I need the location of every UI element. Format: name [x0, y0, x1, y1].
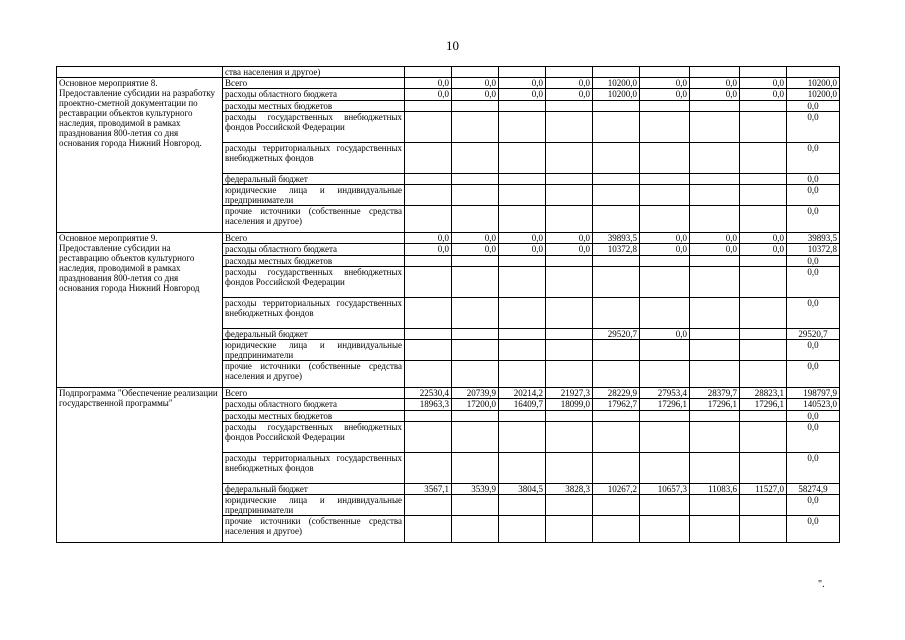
- value-cell: [690, 67, 740, 78]
- value-cell: [546, 256, 593, 267]
- value-cell: 0,0: [690, 244, 740, 256]
- value-cell: 0,0: [640, 78, 690, 89]
- value-cell: [405, 411, 452, 422]
- value-cell: [740, 422, 787, 453]
- value-cell: [740, 174, 787, 185]
- total-cell: 0,0: [787, 256, 840, 267]
- value-cell: [640, 112, 690, 143]
- value-cell: [740, 298, 787, 329]
- value-cell: [499, 112, 546, 143]
- total-cell: 0,0: [787, 267, 840, 298]
- value-cell: 28379,7: [690, 388, 740, 399]
- value-cell: 20739,9: [452, 388, 499, 399]
- value-cell: 3539,9: [452, 484, 499, 495]
- total-cell: 0,0: [787, 495, 840, 516]
- value-cell: 0,0: [499, 244, 546, 256]
- total-cell: 0,0: [787, 298, 840, 329]
- value-cell: [593, 143, 640, 174]
- total-cell: 39893,5: [787, 233, 840, 244]
- source-label: федеральный бюджет: [223, 329, 405, 340]
- value-cell: 10372,8: [593, 244, 640, 256]
- source-label: расходы областного бюджета: [223, 89, 405, 101]
- value-cell: [546, 340, 593, 361]
- value-cell: [546, 143, 593, 174]
- value-cell: [452, 206, 499, 233]
- value-cell: [546, 411, 593, 422]
- value-cell: [640, 256, 690, 267]
- value-cell: [690, 267, 740, 298]
- value-cell: [405, 206, 452, 233]
- value-cell: 18099,0: [546, 399, 593, 411]
- value-cell: 0,0: [499, 89, 546, 101]
- value-cell: 0,0: [546, 233, 593, 244]
- value-cell: [499, 101, 546, 112]
- value-cell: [452, 361, 499, 388]
- total-cell: 0,0: [787, 516, 840, 543]
- value-cell: 17200,0: [452, 399, 499, 411]
- value-cell: 0,0: [740, 233, 787, 244]
- value-cell: [690, 411, 740, 422]
- value-cell: [640, 453, 690, 484]
- total-cell: 0,0: [787, 143, 840, 174]
- value-cell: [546, 422, 593, 453]
- value-cell: [405, 453, 452, 484]
- value-cell: 17296,1: [640, 399, 690, 411]
- source-label: Всего: [223, 233, 405, 244]
- value-cell: 0,0: [499, 233, 546, 244]
- value-cell: [593, 256, 640, 267]
- value-cell: [640, 143, 690, 174]
- value-cell: 0,0: [499, 78, 546, 89]
- value-cell: [499, 256, 546, 267]
- value-cell: [593, 411, 640, 422]
- source-label: ства населения и другое): [223, 67, 405, 78]
- page-number: 10: [446, 38, 459, 53]
- value-cell: [593, 453, 640, 484]
- value-cell: 17296,1: [690, 399, 740, 411]
- value-cell: [499, 422, 546, 453]
- value-cell: [405, 495, 452, 516]
- value-cell: [405, 361, 452, 388]
- program-cell: [57, 67, 223, 78]
- value-cell: [499, 185, 546, 206]
- value-cell: [593, 112, 640, 143]
- value-cell: 18963,3: [405, 399, 452, 411]
- value-cell: [546, 298, 593, 329]
- value-cell: [452, 67, 499, 78]
- value-cell: [640, 67, 690, 78]
- value-cell: [405, 267, 452, 298]
- total-cell: 0,0: [787, 174, 840, 185]
- value-cell: [405, 174, 452, 185]
- value-cell: [452, 453, 499, 484]
- value-cell: [499, 340, 546, 361]
- value-cell: [740, 67, 787, 78]
- value-cell: [640, 267, 690, 298]
- value-cell: [640, 340, 690, 361]
- value-cell: 39893,5: [593, 233, 640, 244]
- value-cell: [593, 67, 640, 78]
- source-label: прочие источники (собственные средства населения и другое): [223, 206, 405, 233]
- total-cell: 10200,0: [787, 78, 840, 89]
- value-cell: [499, 329, 546, 340]
- value-cell: 0,0: [690, 78, 740, 89]
- value-cell: [546, 206, 593, 233]
- value-cell: 0,0: [546, 89, 593, 101]
- value-cell: [452, 256, 499, 267]
- value-cell: [452, 174, 499, 185]
- value-cell: [740, 185, 787, 206]
- value-cell: 21927,3: [546, 388, 593, 399]
- value-cell: 10657,3: [640, 484, 690, 495]
- table-row: [57, 388, 840, 399]
- value-cell: [546, 516, 593, 543]
- value-cell: [690, 361, 740, 388]
- source-label: расходы территориальных государственных внебюджетных фондов: [223, 298, 405, 329]
- value-cell: 0,0: [640, 233, 690, 244]
- value-cell: 16409,7: [499, 399, 546, 411]
- value-cell: [452, 422, 499, 453]
- value-cell: [452, 329, 499, 340]
- value-cell: 0,0: [452, 89, 499, 101]
- value-cell: [740, 206, 787, 233]
- value-cell: 0,0: [640, 244, 690, 256]
- value-cell: [690, 143, 740, 174]
- value-cell: [546, 267, 593, 298]
- value-cell: [452, 340, 499, 361]
- value-cell: [740, 411, 787, 422]
- total-cell: 0,0: [787, 361, 840, 388]
- total-cell: 29520,7: [787, 329, 840, 340]
- value-cell: [690, 453, 740, 484]
- value-cell: [740, 329, 787, 340]
- value-cell: 3828,3: [546, 484, 593, 495]
- value-cell: 0,0: [740, 89, 787, 101]
- value-cell: [405, 298, 452, 329]
- value-cell: 11527,0: [740, 484, 787, 495]
- total-cell: [787, 67, 840, 78]
- value-cell: [640, 206, 690, 233]
- value-cell: [546, 101, 593, 112]
- value-cell: [640, 422, 690, 453]
- value-cell: [690, 516, 740, 543]
- value-cell: [640, 361, 690, 388]
- value-cell: [405, 67, 452, 78]
- value-cell: [546, 112, 593, 143]
- total-cell: 0,0: [787, 206, 840, 233]
- value-cell: 0,0: [546, 244, 593, 256]
- value-cell: [452, 101, 499, 112]
- value-cell: [593, 185, 640, 206]
- value-cell: [740, 256, 787, 267]
- program-name: Основное мероприятие 8. Предоставление субсидии на разработку проектно-сметной документации по реставрации объектов культурного наследия, проводимой в рамках празднования 800-летия со дня основания города Нижний Новгород.: [57, 78, 223, 233]
- value-cell: [593, 267, 640, 298]
- source-label: расходы государственных внебюджетных фондов Российской Федерации: [223, 422, 405, 453]
- value-cell: 0,0: [452, 78, 499, 89]
- value-cell: [690, 495, 740, 516]
- value-cell: [499, 143, 546, 174]
- end-mark: ".: [818, 579, 825, 590]
- source-label: Всего: [223, 388, 405, 399]
- value-cell: 0,0: [452, 244, 499, 256]
- value-cell: [405, 143, 452, 174]
- value-cell: [499, 298, 546, 329]
- value-cell: [499, 174, 546, 185]
- total-cell: 0,0: [787, 185, 840, 206]
- value-cell: [405, 329, 452, 340]
- value-cell: [452, 495, 499, 516]
- program-name: Подпрограмма "Обеспечение реализации государственной программы": [57, 388, 223, 543]
- value-cell: [690, 298, 740, 329]
- value-cell: [690, 185, 740, 206]
- value-cell: [452, 112, 499, 143]
- value-cell: [690, 101, 740, 112]
- value-cell: 28229,9: [593, 388, 640, 399]
- source-label: расходы территориальных государственных внебюджетных фондов: [223, 143, 405, 174]
- value-cell: 17296,1: [740, 399, 787, 411]
- value-cell: 0,0: [405, 244, 452, 256]
- value-cell: [593, 101, 640, 112]
- source-label: расходы территориальных государственных внебюджетных фондов: [223, 453, 405, 484]
- value-cell: [593, 206, 640, 233]
- total-cell: 0,0: [787, 453, 840, 484]
- value-cell: 0,0: [452, 233, 499, 244]
- value-cell: [405, 422, 452, 453]
- value-cell: [452, 298, 499, 329]
- value-cell: 10267,2: [593, 484, 640, 495]
- value-cell: [740, 267, 787, 298]
- source-label: федеральный бюджет: [223, 484, 405, 495]
- total-cell: 10200,0: [787, 89, 840, 101]
- value-cell: [690, 329, 740, 340]
- value-cell: [452, 411, 499, 422]
- value-cell: 10200,0: [593, 89, 640, 101]
- value-cell: 0,0: [546, 78, 593, 89]
- total-cell: 0,0: [787, 112, 840, 143]
- source-label: расходы областного бюджета: [223, 244, 405, 256]
- value-cell: [593, 174, 640, 185]
- value-cell: 29520,7: [593, 329, 640, 340]
- value-cell: 0,0: [740, 244, 787, 256]
- value-cell: [452, 267, 499, 298]
- total-cell: 0,0: [787, 411, 840, 422]
- value-cell: 17962,7: [593, 399, 640, 411]
- value-cell: [546, 329, 593, 340]
- value-cell: 0,0: [640, 329, 690, 340]
- value-cell: 28823,1: [740, 388, 787, 399]
- value-cell: [546, 453, 593, 484]
- value-cell: [452, 185, 499, 206]
- value-cell: [640, 411, 690, 422]
- total-cell: 0,0: [787, 422, 840, 453]
- value-cell: [499, 267, 546, 298]
- value-cell: [640, 495, 690, 516]
- value-cell: [690, 112, 740, 143]
- funding-table: [56, 66, 840, 543]
- value-cell: [740, 495, 787, 516]
- value-cell: [740, 101, 787, 112]
- value-cell: [593, 340, 640, 361]
- value-cell: 10200,0: [593, 78, 640, 89]
- value-cell: 0,0: [740, 78, 787, 89]
- source-label: прочие источники (собственные средства населения и другое): [223, 516, 405, 543]
- total-cell: 0,0: [787, 101, 840, 112]
- value-cell: [546, 495, 593, 516]
- value-cell: [499, 67, 546, 78]
- value-cell: [593, 298, 640, 329]
- source-label: расходы государственных внебюджетных фондов Российской Федерации: [223, 112, 405, 143]
- value-cell: 22530,4: [405, 388, 452, 399]
- total-cell: 140523,0: [787, 399, 840, 411]
- source-label: расходы государственных внебюджетных фондов Российской Федерации: [223, 267, 405, 298]
- value-cell: [546, 174, 593, 185]
- value-cell: [546, 185, 593, 206]
- value-cell: [640, 185, 690, 206]
- value-cell: [405, 112, 452, 143]
- value-cell: 0,0: [405, 89, 452, 101]
- total-cell: 198797,9: [787, 388, 840, 399]
- value-cell: [690, 422, 740, 453]
- value-cell: [740, 112, 787, 143]
- value-cell: [740, 361, 787, 388]
- value-cell: [640, 516, 690, 543]
- value-cell: 20214,2: [499, 388, 546, 399]
- value-cell: [405, 185, 452, 206]
- source-label: юридические лица и индивидуальные предприниматели: [223, 495, 405, 516]
- value-cell: [690, 340, 740, 361]
- table-row: [57, 78, 840, 89]
- value-cell: [593, 422, 640, 453]
- value-cell: [740, 516, 787, 543]
- value-cell: 3804,5: [499, 484, 546, 495]
- value-cell: [690, 256, 740, 267]
- value-cell: [499, 411, 546, 422]
- table-row: [57, 233, 840, 244]
- value-cell: [499, 361, 546, 388]
- value-cell: 3567,1: [405, 484, 452, 495]
- value-cell: [640, 174, 690, 185]
- value-cell: [740, 340, 787, 361]
- total-cell: 0,0: [787, 340, 840, 361]
- value-cell: 11083,6: [690, 484, 740, 495]
- value-cell: [640, 298, 690, 329]
- value-cell: [690, 174, 740, 185]
- value-cell: [499, 495, 546, 516]
- value-cell: [593, 495, 640, 516]
- value-cell: [405, 256, 452, 267]
- source-label: расходы местных бюджетов: [223, 411, 405, 422]
- value-cell: 0,0: [405, 78, 452, 89]
- total-cell: 58274,9: [787, 484, 840, 495]
- value-cell: [546, 67, 593, 78]
- value-cell: [593, 516, 640, 543]
- value-cell: [593, 361, 640, 388]
- value-cell: [499, 453, 546, 484]
- value-cell: [690, 206, 740, 233]
- table-body: [57, 67, 840, 543]
- source-label: расходы областного бюджета: [223, 399, 405, 411]
- value-cell: [499, 516, 546, 543]
- source-label: прочие источники (собственные средства населения и другое): [223, 361, 405, 388]
- value-cell: [740, 143, 787, 174]
- value-cell: 0,0: [690, 233, 740, 244]
- value-cell: [640, 101, 690, 112]
- value-cell: 0,0: [640, 89, 690, 101]
- value-cell: 27953,4: [640, 388, 690, 399]
- value-cell: [499, 206, 546, 233]
- value-cell: [740, 453, 787, 484]
- source-label: Всего: [223, 78, 405, 89]
- total-cell: 10372,8: [787, 244, 840, 256]
- table-row: [57, 67, 840, 78]
- value-cell: [452, 143, 499, 174]
- source-label: расходы местных бюджетов: [223, 101, 405, 112]
- value-cell: [405, 340, 452, 361]
- value-cell: [405, 101, 452, 112]
- source-label: расходы местных бюджетов: [223, 256, 405, 267]
- source-label: юридические лица и индивидуальные предприниматели: [223, 185, 405, 206]
- source-label: федеральный бюджет: [223, 174, 405, 185]
- program-name: Основное мероприятие 9. Предоставление субсидии на реставрацию объектов культурного наследия, проводимой в рамках празднования 800-летия со дня основания города Нижний Новгород: [57, 233, 223, 388]
- value-cell: [546, 361, 593, 388]
- value-cell: [405, 516, 452, 543]
- value-cell: 0,0: [405, 233, 452, 244]
- value-cell: [452, 516, 499, 543]
- value-cell: 0,0: [690, 89, 740, 101]
- source-label: юридические лица и индивидуальные предприниматели: [223, 340, 405, 361]
